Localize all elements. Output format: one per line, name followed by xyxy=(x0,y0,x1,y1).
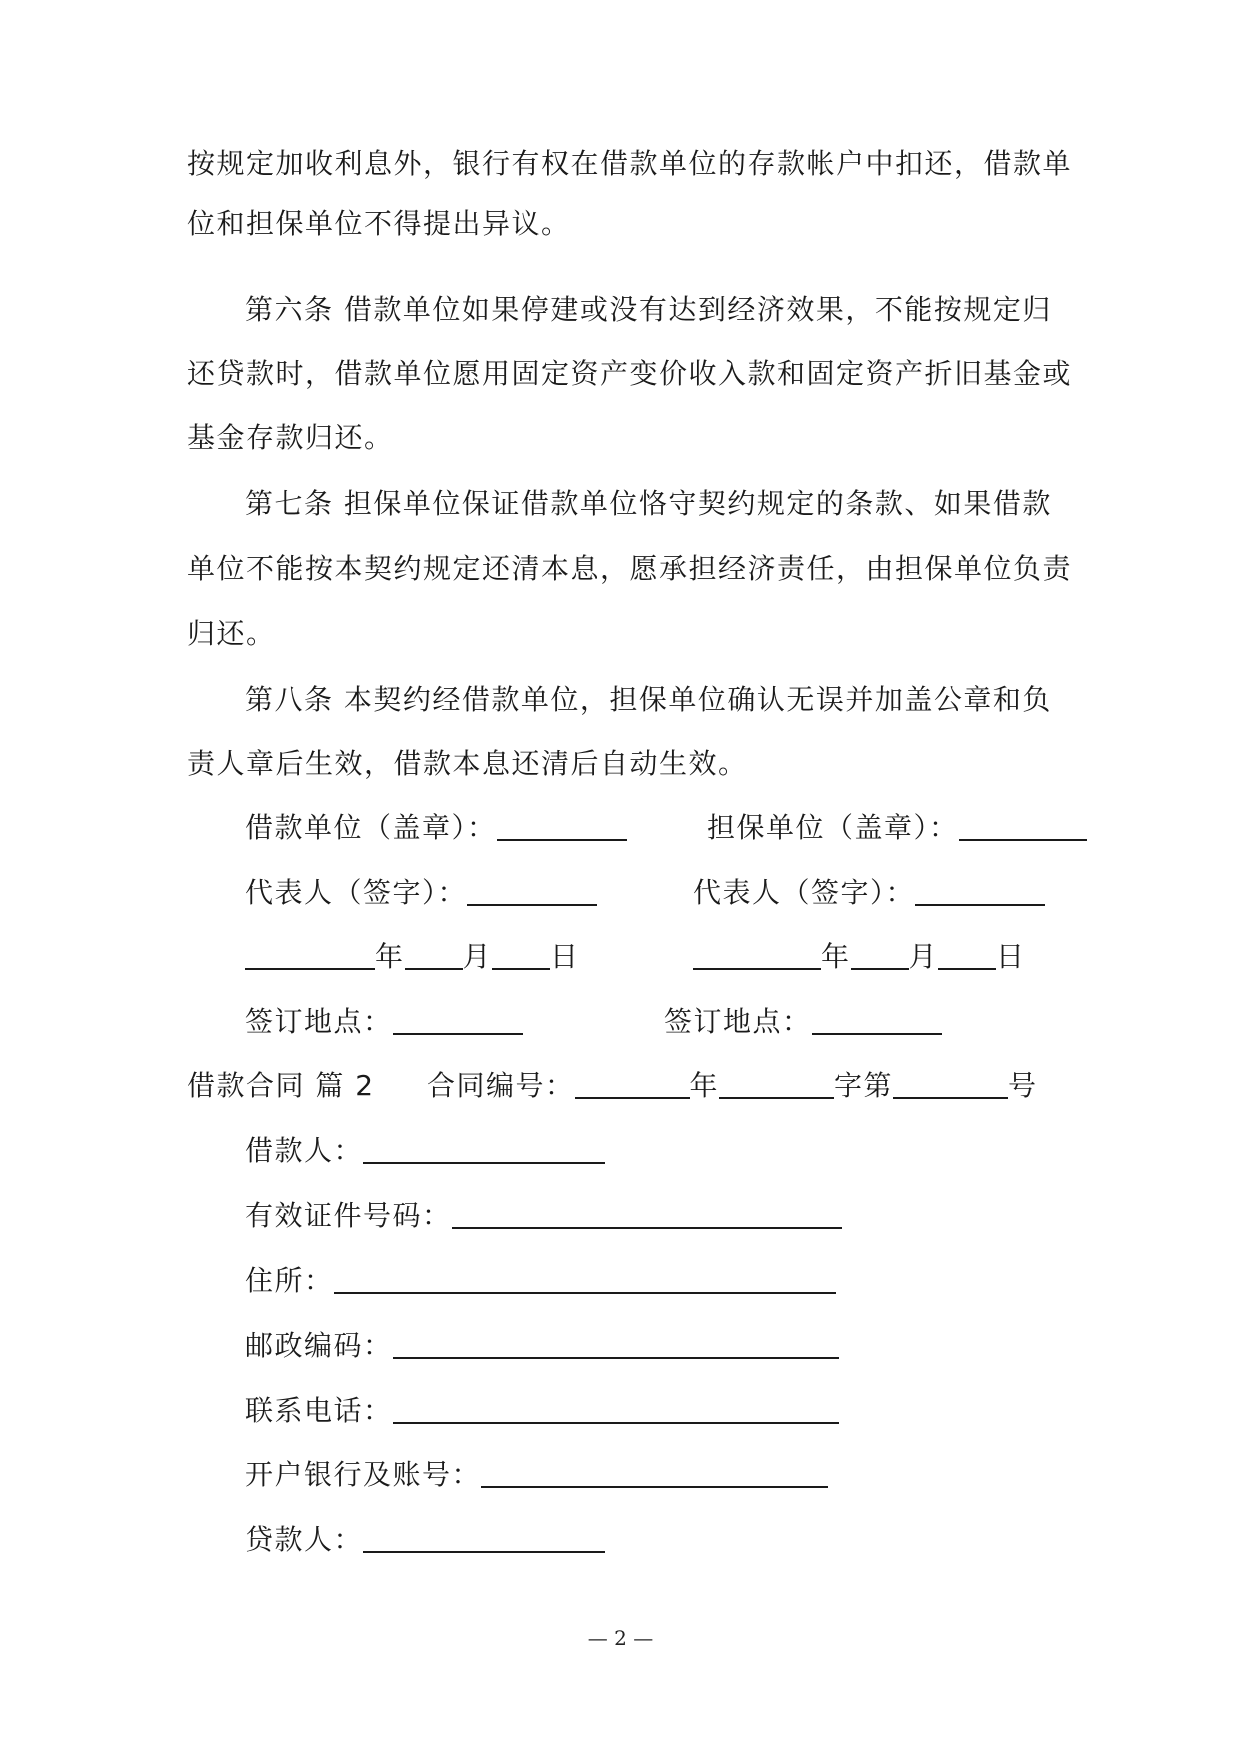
field-label: 签订地点： xyxy=(245,1005,393,1038)
blank-line[interactable] xyxy=(481,1456,828,1488)
paragraph-line: 归还。 xyxy=(187,617,276,650)
paragraph-line: 基金存款归还。 xyxy=(187,421,394,454)
postal-code-field xyxy=(245,1326,839,1366)
contract-2-title: 借款合同 篇 2 xyxy=(187,1069,375,1102)
blank-line[interactable] xyxy=(245,938,375,970)
paragraph-line: 按规定加收利息外，银行有权在借款单位的存款帐户中扣还，借款单 xyxy=(187,147,1073,180)
year-label: 年 xyxy=(821,940,851,973)
blank-line[interactable] xyxy=(938,938,996,970)
year-label: 年 xyxy=(689,1069,720,1102)
blank-line[interactable] xyxy=(497,809,627,841)
phone-field xyxy=(245,1391,839,1431)
guarantor-seal-field xyxy=(707,808,1087,848)
paragraph-line: 责人章后生效，借款本息还清后自动生效。 xyxy=(187,747,748,780)
blank-line[interactable] xyxy=(393,1392,839,1424)
field-label: 借款单位（盖章）： xyxy=(245,811,497,844)
address-field xyxy=(245,1261,836,1301)
article-7-line: 第七条 担保单位保证借款单位恪守契约规定的条款、如果借款 xyxy=(245,487,1052,520)
field-label: 签订地点： xyxy=(664,1005,812,1038)
field-label: 开户银行及账号： xyxy=(245,1458,482,1491)
blank-line[interactable] xyxy=(812,1003,942,1035)
blank-line[interactable] xyxy=(467,874,597,906)
day-label: 日 xyxy=(550,940,580,973)
paragraph-line: 位和担保单位不得提出异议。 xyxy=(187,207,571,240)
contract-number-field xyxy=(427,1066,1038,1106)
guarantor-rep-field xyxy=(693,873,1045,913)
blank-line[interactable] xyxy=(915,874,1045,906)
blank-line[interactable] xyxy=(393,1327,839,1359)
zi-di-label: 字第 xyxy=(834,1069,894,1102)
borrower-place-field xyxy=(245,1002,523,1042)
borrower-date-field xyxy=(245,937,580,977)
field-label: 借款人： xyxy=(245,1134,364,1167)
blank-line[interactable] xyxy=(363,1521,605,1553)
article-8-line: 第八条 本契约经借款单位，担保单位确认无误并加盖公章和负 xyxy=(245,683,1052,716)
field-label: 有效证件号码： xyxy=(245,1199,452,1232)
field-label: 合同编号： xyxy=(427,1069,575,1102)
hao-label: 号 xyxy=(1008,1069,1038,1102)
field-label: 代表人（签字）： xyxy=(693,876,916,909)
month-label: 月 xyxy=(908,940,939,973)
blank-line[interactable] xyxy=(851,938,909,970)
bank-account-field xyxy=(245,1455,828,1495)
id-number-field xyxy=(245,1196,842,1236)
lender-name-field xyxy=(245,1520,605,1560)
blank-line[interactable] xyxy=(452,1197,842,1229)
blank-line[interactable] xyxy=(405,938,463,970)
field-label: 担保单位（盖章）： xyxy=(707,811,959,844)
field-label: 住所： xyxy=(245,1264,334,1297)
blank-line[interactable] xyxy=(719,1067,834,1099)
blank-line[interactable] xyxy=(334,1262,836,1294)
borrower-name-field xyxy=(245,1131,605,1171)
blank-line[interactable] xyxy=(893,1067,1008,1099)
blank-line[interactable] xyxy=(393,1003,523,1035)
paragraph-line: 单位不能按本契约规定还清本息，愿承担经济责任，由担保单位负责 xyxy=(187,552,1073,585)
field-label: 联系电话： xyxy=(245,1394,393,1427)
year-label: 年 xyxy=(375,940,405,973)
borrower-rep-field xyxy=(245,873,597,913)
article-6-line: 第六条 借款单位如果停建或没有达到经济效果，不能按规定归 xyxy=(245,293,1052,326)
blank-line[interactable] xyxy=(363,1132,605,1164)
guarantor-place-field xyxy=(664,1002,942,1042)
blank-line[interactable] xyxy=(693,938,821,970)
field-label: 邮政编码： xyxy=(245,1329,393,1362)
paragraph-line: 还贷款时，借款单位愿用固定资产变价收入款和固定资产折旧基金或 xyxy=(187,357,1073,390)
guarantor-date-field xyxy=(693,937,1026,977)
page-number: — 2 — xyxy=(587,1626,654,1650)
borrower-seal-field xyxy=(245,808,627,848)
blank-line[interactable] xyxy=(492,938,550,970)
field-label: 贷款人： xyxy=(245,1523,364,1556)
blank-line[interactable] xyxy=(959,809,1087,841)
month-label: 月 xyxy=(462,940,493,973)
blank-line[interactable] xyxy=(575,1067,690,1099)
day-label: 日 xyxy=(996,940,1026,973)
field-label: 代表人（签字）： xyxy=(245,876,468,909)
